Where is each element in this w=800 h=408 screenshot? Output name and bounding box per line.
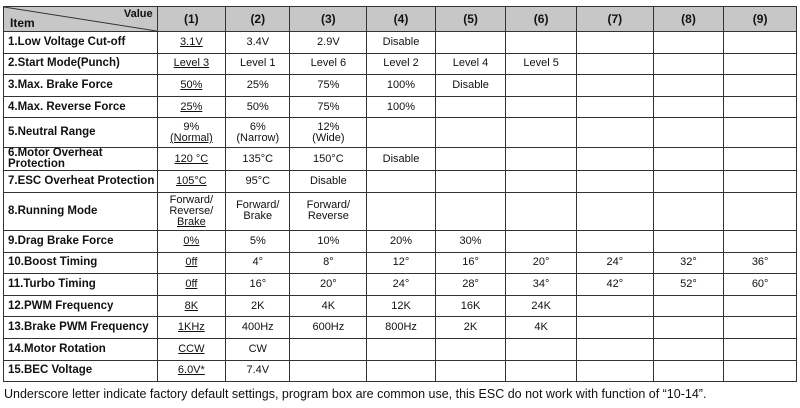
value-text: 100% <box>386 78 416 91</box>
value-cell <box>290 118 367 148</box>
value-cell <box>576 252 653 274</box>
value-cell <box>435 75 506 97</box>
value-cell <box>506 317 577 339</box>
value-cell <box>290 360 367 382</box>
value-cell <box>653 192 724 230</box>
value-text: 6% <box>249 120 266 133</box>
value-cell <box>226 118 290 148</box>
value-cell <box>226 75 290 97</box>
value-cell <box>435 317 506 339</box>
value-text: 20% <box>389 234 413 247</box>
value-text: Level 4 <box>452 57 489 70</box>
value-text: Level 5 <box>523 57 559 70</box>
value-cell <box>226 317 290 339</box>
value-cell <box>226 53 290 75</box>
value-text: 20° <box>532 256 550 269</box>
value-cell <box>367 252 436 274</box>
value-cell <box>576 118 653 148</box>
default-value-text: Forward/ <box>169 193 214 206</box>
value-text: 12K <box>391 299 411 312</box>
row-label: 6.Motor Overheat Protection <box>4 148 158 171</box>
value-cell <box>653 274 724 296</box>
row-label: 11.Turbo Timing <box>4 274 158 296</box>
value-cell <box>226 148 290 171</box>
value-cell <box>435 53 506 75</box>
row-label: 1.Low Voltage Cut-off <box>4 32 158 54</box>
value-cell <box>157 252 226 274</box>
value-cell <box>367 360 436 382</box>
value-cell <box>435 295 506 317</box>
value-cell <box>157 32 226 54</box>
default-value-text: 6.0V* <box>177 364 205 377</box>
value-cell <box>290 274 367 296</box>
value-cell <box>290 192 367 230</box>
value-cell <box>367 96 436 118</box>
table-header-row <box>4 7 797 32</box>
value-text: Forward/ <box>306 199 351 212</box>
value-text: 16K <box>460 299 481 312</box>
value-text: 7.4V <box>246 364 270 377</box>
value-cell <box>435 96 506 118</box>
value-cell <box>157 75 226 97</box>
default-value-text: Brake <box>176 215 206 228</box>
value-cell <box>724 295 797 317</box>
value-cell <box>226 338 290 360</box>
value-cell <box>506 53 577 75</box>
value-cell <box>435 338 506 360</box>
value-cell <box>576 192 653 230</box>
value-text: 24° <box>392 277 410 290</box>
value-cell <box>367 230 436 252</box>
value-text: 2K <box>463 321 478 334</box>
item-header-label: Item <box>10 16 35 30</box>
footnote: Underscore letter indicate factory default settings, program box are common use, this ESC do not work with function of “10-14”. <box>4 387 707 401</box>
value-text: 52° <box>680 277 697 290</box>
table-row <box>4 192 797 230</box>
value-text: 5% <box>249 234 266 247</box>
value-cell <box>435 32 506 54</box>
value-cell <box>576 75 653 97</box>
table-row <box>4 274 797 296</box>
table-row <box>4 295 797 317</box>
value-text: 75% <box>317 100 340 113</box>
row-label: 12.PWM Frequency <box>4 295 158 317</box>
value-cell <box>435 171 506 193</box>
value-text: 4° <box>252 256 264 269</box>
value-text: Reverse <box>307 210 349 223</box>
value-text: Disable <box>382 35 420 48</box>
value-cell <box>653 230 724 252</box>
value-cell <box>724 192 797 230</box>
row-label: 4.Max. Reverse Force <box>4 96 158 118</box>
value-cell <box>653 32 724 54</box>
value-cell <box>506 274 577 296</box>
value-cell <box>367 192 436 230</box>
value-text: Level 2 <box>383 57 419 70</box>
value-text: 28° <box>462 277 479 290</box>
value-cell <box>653 75 724 97</box>
value-text: 24K <box>531 299 551 312</box>
value-cell <box>576 32 653 54</box>
column-header: (8) <box>653 7 724 32</box>
default-value-text: 8K <box>184 299 199 312</box>
value-cell <box>576 171 653 193</box>
row-label: 10.Boost Timing <box>4 252 158 274</box>
value-text: Brake <box>243 210 273 223</box>
default-value-text: 0ff <box>185 256 198 269</box>
value-cell <box>653 252 724 274</box>
value-cell <box>367 32 436 54</box>
value-text: 20° <box>320 277 337 290</box>
table-row <box>4 148 797 171</box>
value-cell <box>506 118 577 148</box>
value-cell <box>724 53 797 75</box>
value-cell <box>724 360 797 382</box>
value-cell <box>435 360 506 382</box>
value-text: 32° <box>680 256 697 269</box>
value-cell <box>435 252 506 274</box>
value-cell <box>435 118 506 148</box>
value-header-label: Value <box>123 8 153 20</box>
value-text: 25% <box>246 78 269 91</box>
value-text: 135°C <box>242 152 274 165</box>
value-cell <box>724 96 797 118</box>
value-cell <box>576 230 653 252</box>
row-label: 7.ESC Overheat Protection <box>4 171 158 193</box>
row-label: 2.Start Mode(Punch) <box>4 53 158 75</box>
value-cell <box>506 338 577 360</box>
value-cell <box>290 230 367 252</box>
value-text: 8° <box>323 256 334 269</box>
value-cell <box>724 252 797 274</box>
value-text: 12° <box>392 256 410 269</box>
value-cell <box>435 274 506 296</box>
column-header: (1) <box>157 7 226 32</box>
value-text: 2K <box>251 299 265 312</box>
value-text: 16° <box>462 256 479 269</box>
default-value-text: 105°C <box>176 175 207 188</box>
value-cell <box>576 148 653 171</box>
value-cell <box>506 252 577 274</box>
value-text: 50% <box>246 100 269 113</box>
value-cell <box>506 230 577 252</box>
value-cell <box>435 148 506 171</box>
value-cell <box>290 252 367 274</box>
value-cell <box>226 274 290 296</box>
table-row <box>4 230 797 252</box>
value-cell <box>435 192 506 230</box>
value-text: 36° <box>751 256 769 269</box>
value-text: 3.4V <box>246 35 270 48</box>
value-cell <box>367 75 436 97</box>
value-cell <box>435 230 506 252</box>
value-text: 42° <box>606 277 624 290</box>
value-cell <box>576 317 653 339</box>
column-header: (3) <box>290 7 367 32</box>
value-cell <box>724 118 797 148</box>
value-cell <box>367 171 436 193</box>
value-text: 75% <box>317 78 340 91</box>
value-cell <box>367 53 436 75</box>
default-value-text: 3.1V <box>180 35 203 48</box>
value-text: 16° <box>249 277 267 290</box>
value-cell <box>724 171 797 193</box>
value-cell <box>506 360 577 382</box>
value-text: (Narrow) <box>236 131 280 144</box>
table-row <box>4 171 797 193</box>
value-text: CW <box>248 342 267 355</box>
value-cell <box>653 171 724 193</box>
table-row <box>4 338 797 360</box>
table-row <box>4 118 797 148</box>
value-cell <box>226 96 290 118</box>
value-cell <box>226 360 290 382</box>
value-cell <box>157 317 226 339</box>
value-cell <box>290 317 367 339</box>
value-cell <box>157 360 226 382</box>
value-cell <box>506 295 577 317</box>
value-text: 4K <box>534 321 548 334</box>
value-text: Disable <box>452 78 489 91</box>
item-value-header <box>4 7 158 32</box>
value-cell <box>157 338 226 360</box>
value-cell <box>576 338 653 360</box>
esc-settings-table <box>3 6 797 382</box>
value-cell <box>157 148 226 171</box>
value-cell <box>157 96 226 118</box>
value-text: Forward/ <box>236 199 280 212</box>
value-cell <box>653 118 724 148</box>
value-text: Level 6 <box>310 57 347 70</box>
value-cell <box>157 118 226 148</box>
value-text: 800Hz <box>385 321 417 334</box>
value-cell <box>290 148 367 171</box>
value-cell <box>506 171 577 193</box>
table-row <box>4 360 797 382</box>
value-text: 10% <box>317 234 340 247</box>
value-cell <box>157 295 226 317</box>
table-row <box>4 32 797 54</box>
value-text: 4K <box>321 299 336 312</box>
table-body <box>4 32 797 382</box>
value-text: 600Hz <box>312 321 345 334</box>
default-value-text: 0% <box>183 234 200 247</box>
value-text: Disable <box>310 175 347 188</box>
value-cell <box>724 317 797 339</box>
column-header: (4) <box>367 7 436 32</box>
default-value-text: 1KHz <box>177 321 205 334</box>
value-cell <box>157 274 226 296</box>
value-cell <box>724 338 797 360</box>
value-cell <box>157 53 226 75</box>
value-cell <box>290 53 367 75</box>
value-cell <box>290 295 367 317</box>
default-value-text: Reverse/ <box>169 204 214 217</box>
default-value-text: 120 °C <box>174 152 209 165</box>
column-header: (9) <box>724 7 797 32</box>
value-cell <box>576 53 653 75</box>
default-value-text: 50% <box>180 78 203 91</box>
value-text: Level 1 <box>240 57 276 70</box>
table-row <box>4 96 797 118</box>
value-cell <box>653 96 724 118</box>
value-cell <box>290 75 367 97</box>
value-cell <box>157 230 226 252</box>
value-cell <box>724 148 797 171</box>
value-cell <box>653 53 724 75</box>
table-row <box>4 252 797 274</box>
value-cell <box>226 295 290 317</box>
value-cell <box>226 171 290 193</box>
row-label: 15.BEC Voltage <box>4 360 158 382</box>
value-cell <box>576 96 653 118</box>
value-text: 30% <box>459 234 482 247</box>
row-label: 13.Brake PWM Frequency <box>4 317 158 339</box>
value-cell <box>226 252 290 274</box>
value-cell <box>157 192 226 230</box>
table-row <box>4 75 797 97</box>
value-cell <box>653 148 724 171</box>
value-text: 95°C <box>245 175 271 188</box>
value-text: Disable <box>382 152 420 165</box>
column-header: (6) <box>506 7 577 32</box>
value-cell <box>724 75 797 97</box>
value-text: 400Hz <box>241 321 274 334</box>
value-cell <box>367 317 436 339</box>
value-cell <box>290 96 367 118</box>
column-header: (7) <box>576 7 653 32</box>
value-cell <box>576 360 653 382</box>
value-cell <box>290 32 367 54</box>
value-cell <box>367 148 436 171</box>
value-cell <box>506 192 577 230</box>
value-cell <box>367 274 436 296</box>
value-cell <box>367 338 436 360</box>
default-value-text: 0ff <box>185 277 198 290</box>
value-cell <box>576 274 653 296</box>
value-cell <box>653 295 724 317</box>
row-label: 5.Neutral Range <box>4 118 158 148</box>
value-text: 60° <box>751 277 769 290</box>
value-text: 100% <box>386 100 416 113</box>
value-cell <box>367 295 436 317</box>
value-cell <box>576 295 653 317</box>
value-cell <box>157 171 226 193</box>
value-cell <box>226 230 290 252</box>
default-value-text: Level 3 <box>173 57 210 70</box>
value-cell <box>506 148 577 171</box>
value-cell <box>653 360 724 382</box>
value-cell <box>290 338 367 360</box>
default-value-text: 25% <box>180 100 203 113</box>
value-cell <box>653 317 724 339</box>
value-cell <box>724 230 797 252</box>
column-header: (2) <box>226 7 290 32</box>
table-row <box>4 53 797 75</box>
row-label: 14.Motor Rotation <box>4 338 158 360</box>
row-label: 3.Max. Brake Force <box>4 75 158 97</box>
value-cell <box>367 118 436 148</box>
value-cell <box>226 32 290 54</box>
value-cell <box>653 338 724 360</box>
default-value-text: 9% <box>183 120 200 133</box>
column-header: (5) <box>435 7 506 32</box>
value-cell <box>290 171 367 193</box>
value-cell <box>724 274 797 296</box>
default-value-text: (Normal) <box>169 131 213 144</box>
value-text: (Wide) <box>312 131 345 144</box>
value-text: 12% <box>317 120 340 133</box>
value-cell <box>506 32 577 54</box>
value-cell <box>226 192 290 230</box>
value-text: 24° <box>606 256 624 269</box>
value-text: 34° <box>532 277 550 290</box>
row-label: 9.Drag Brake Force <box>4 230 158 252</box>
table-row <box>4 317 797 339</box>
value-cell <box>506 96 577 118</box>
value-cell <box>724 32 797 54</box>
row-label: 8.Running Mode <box>4 192 158 230</box>
value-text: 150°C <box>313 152 344 165</box>
value-text: 2.9V <box>317 35 340 48</box>
default-value-text: CCW <box>178 342 205 355</box>
value-cell <box>506 75 577 97</box>
